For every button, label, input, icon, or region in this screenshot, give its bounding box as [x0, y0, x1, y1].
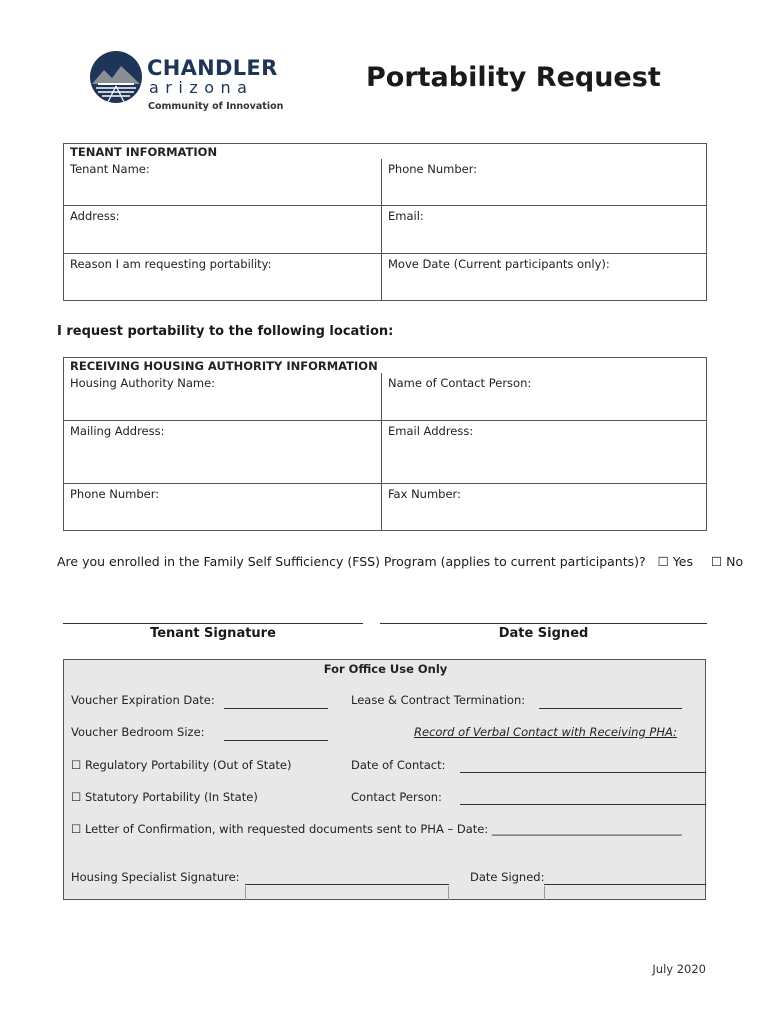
fax-number-field[interactable] [382, 484, 707, 531]
contact-person-line[interactable] [460, 804, 706, 805]
logo-name: CHANDLER [147, 56, 278, 80]
email-address-field[interactable] [382, 421, 707, 484]
tenant-phone-field[interactable] [382, 159, 707, 206]
statutory-checkbox[interactable]: ☐ Statutory Portability (In State) [71, 790, 258, 804]
mailing-address-label: Mailing Address: [70, 424, 165, 438]
tenant-signature-line[interactable] [63, 623, 363, 624]
office-header: For Office Use Only [323, 662, 448, 676]
date-signed-label: Date Signed [498, 626, 589, 641]
tenant-name-field[interactable] [64, 159, 382, 206]
reason-label: Reason I am requesting portability: [70, 257, 272, 271]
contact-person-label: Contact Person: [351, 790, 442, 804]
date-of-contact-label: Date of Contact: [351, 758, 446, 772]
receiving-ha-header: RECEIVING HOUSING AUTHORITY INFORMATION [64, 358, 707, 374]
tenant-info-table [63, 143, 707, 301]
fss-question-row [57, 554, 743, 569]
move-date-label: Move Date (Current participants only): [388, 257, 610, 271]
column-divider [448, 886, 449, 900]
tenant-info-header: TENANT INFORMATION [64, 144, 707, 160]
tenant-phone-label: Phone Number: [388, 162, 478, 176]
verbal-contact-heading: Record of Verbal Contact with Receiving PHA: [414, 725, 677, 739]
location-prompt: I request portability to the following location: [57, 324, 394, 339]
date-of-contact-line[interactable] [460, 772, 706, 773]
fss-yes-checkbox[interactable]: ☐ Yes [657, 554, 693, 569]
reason-field[interactable] [64, 254, 382, 301]
email-address-label: Email Address: [388, 424, 474, 438]
receiving-ha-table [63, 357, 707, 531]
fss-no-checkbox[interactable]: ☐ No [710, 554, 744, 569]
fax-number-label: Fax Number: [388, 487, 461, 501]
date-signed-line[interactable] [380, 623, 707, 624]
ha-name-field[interactable] [64, 373, 382, 421]
column-divider [245, 886, 246, 900]
tenant-address-field[interactable] [64, 206, 382, 254]
tenant-email-label: Email: [388, 209, 424, 223]
fss-question: Are you enrolled in the Family Self Sufficiency (FSS) Program (applies to current participants)? [57, 554, 646, 569]
tenant-signature-label: Tenant Signature [150, 626, 276, 641]
regulatory-checkbox[interactable]: ☐ Regulatory Portability (Out of State) [71, 758, 292, 772]
specialist-signature-line[interactable] [245, 884, 449, 885]
lease-termination-label: Lease & Contract Termination: [351, 693, 526, 707]
logo-tagline: Community of Innovation [148, 101, 284, 112]
column-divider [544, 886, 545, 900]
logo-state: arizona [149, 78, 254, 97]
lease-termination-line[interactable] [539, 708, 682, 709]
office-use-box [63, 659, 706, 900]
ha-phone-label: Phone Number: [70, 487, 160, 501]
tenant-email-field[interactable] [382, 206, 707, 254]
tenant-address-label: Address: [70, 209, 120, 223]
voucher-bedroom-line[interactable] [224, 740, 328, 741]
office-date-signed-line[interactable] [544, 884, 706, 885]
specialist-signature-label: Housing Specialist Signature: [71, 870, 240, 884]
contact-person-label: Name of Contact Person: [388, 376, 532, 390]
voucher-bedroom-label: Voucher Bedroom Size: [71, 725, 205, 739]
move-date-field[interactable] [382, 254, 707, 301]
contact-person-field[interactable] [382, 373, 707, 421]
letter-confirmation-checkbox[interactable]: ☐ Letter of Confirmation, with requested documents sent to PHA – Date: _________________________________ [71, 822, 682, 836]
page-title: Portability Request [366, 62, 661, 93]
voucher-expiration-line[interactable] [224, 708, 328, 709]
chandler-logo-icon [88, 48, 144, 106]
footer-date: July 2020 [652, 962, 706, 976]
mailing-address-field[interactable] [64, 421, 382, 484]
ha-phone-field[interactable] [64, 484, 382, 531]
tenant-name-label: Tenant Name: [70, 162, 150, 176]
voucher-expiration-label: Voucher Expiration Date: [71, 693, 215, 707]
ha-name-label: Housing Authority Name: [70, 376, 216, 390]
office-date-signed-label: Date Signed: [470, 870, 545, 884]
